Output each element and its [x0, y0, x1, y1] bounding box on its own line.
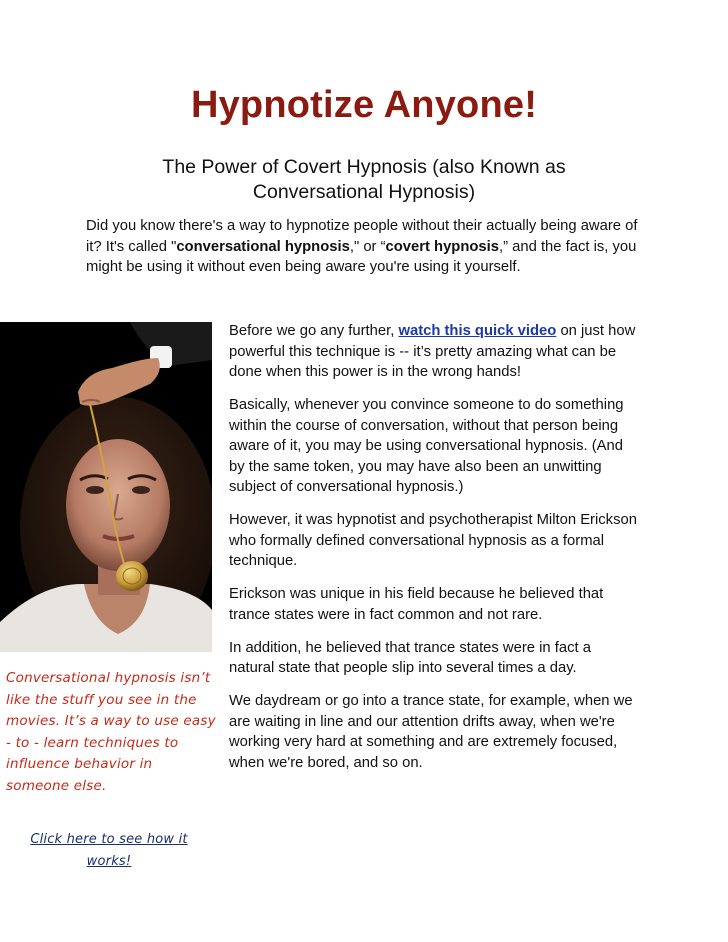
intro-bold-covert: covert hypnosis	[385, 238, 499, 255]
main-column	[229, 321, 639, 786]
intro-text: Did you know there's a way to hypnotize people without their actually being aware of it? It's called "	[86, 218, 638, 255]
paragraph: Basically, whenever you convince someone to do something within the course of conversation, without that person being aware of it, you may be using conversational hypnosis. (And by the same token, you may have also been an unwitting subject of conversational hypnosis.)	[229, 397, 624, 495]
intro-text: ," or “	[349, 238, 386, 255]
paragraph: We daydream or go into a trance state, for example, when we are waiting in line and our attention drifts away, when we're working very hard at something and are extremely focused, when we're bored, and so on.	[229, 693, 633, 771]
paragraph	[229, 321, 639, 383]
page-subtitle: The Power of Covert Hypnosis (also Known as Conversational Hypnosis)	[162, 156, 566, 203]
sidebar-caption: Conversational hypnosis isn’t like the stuff you see in the movies. It’s a way to use easy - to - learn techniques to influence behavior in someone else.	[6, 670, 216, 794]
watch-video-link[interactable]: watch this quick video	[398, 323, 557, 339]
paragraph: However, it was hypnotist and psychotherapist Milton Erickson who formally defined conversational hypnosis as a formal technique.	[229, 512, 637, 569]
paragraph: Erickson was unique in his field because he believed that trance states were in fact common and not rare.	[229, 586, 604, 623]
paragraph-text: Before we go any further,	[229, 323, 399, 339]
intro-bold-conversational: conversational hypnosis	[176, 238, 350, 255]
page-title: Hypnotize Anyone!	[190, 84, 538, 126]
intro-text: ,” and the fact is, you might be using it without even being aware you're using it yourself.	[86, 238, 637, 275]
paragraph: In addition, he believed that trance states were in fact a natural state that people slip into several times a day.	[229, 639, 591, 676]
hypnosis-photo	[0, 322, 212, 652]
paragraph-text: on just how powerful this technique is -- it’s pretty amazing what can be done when this power is in the wrong hands!	[229, 323, 636, 380]
intro-paragraph	[86, 216, 646, 278]
hypnosis-illustration	[0, 322, 212, 652]
see-how-it-works-link[interactable]: Click here to see how it works!	[30, 832, 188, 869]
